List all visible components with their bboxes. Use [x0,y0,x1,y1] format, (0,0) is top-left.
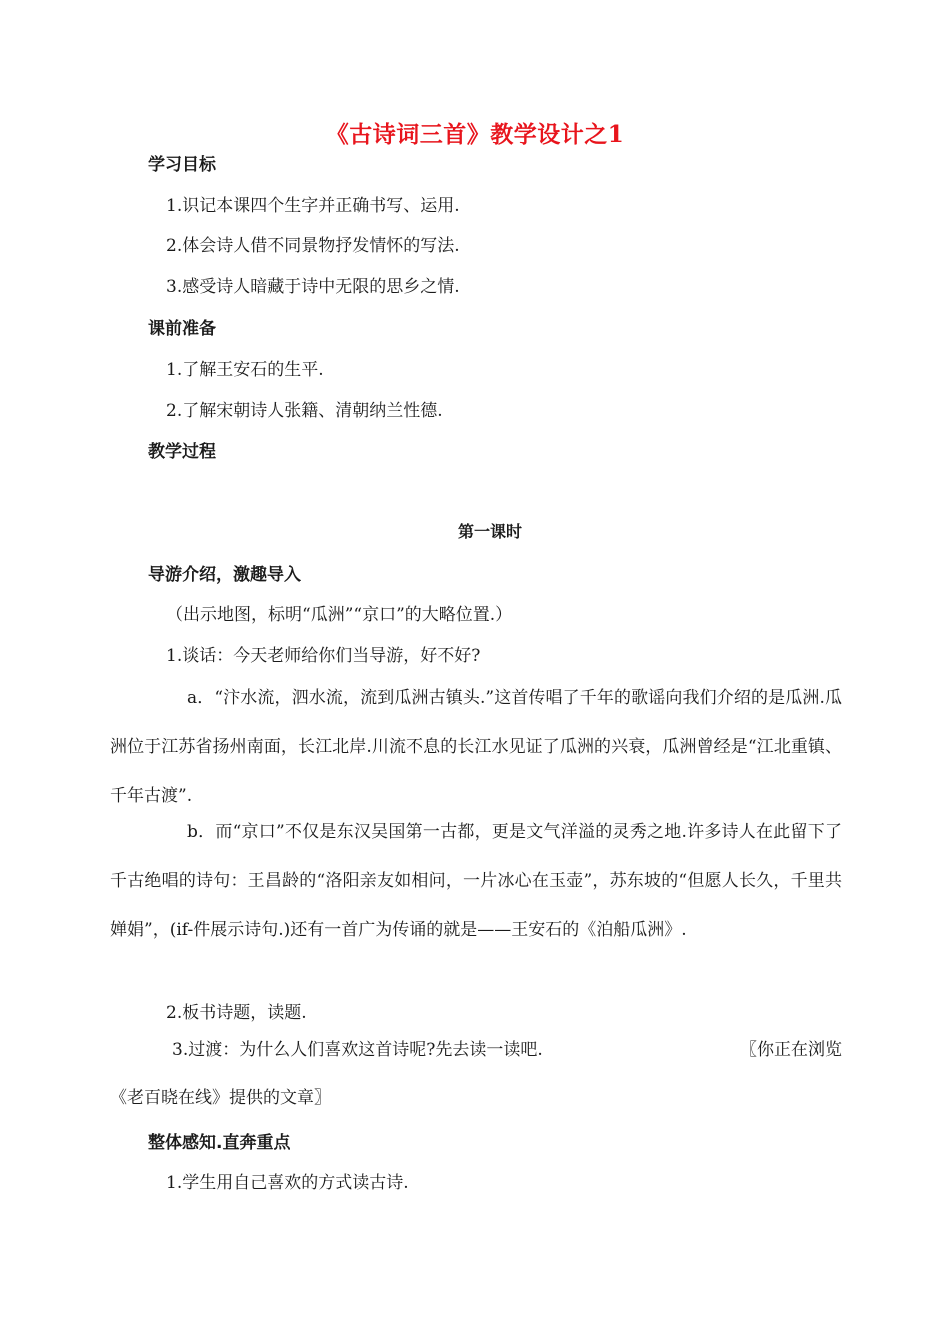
browse-notice-end: 《老百晓在线》提供的文章〗 [110,1088,331,1108]
overall-heading: 整体感知.直奔重点 [148,1133,291,1153]
paragraph-a: a．“汴水流，泗水流，流到瓜洲古镇头.”这首传唱了千年的歌谣向我们介绍的是瓜洲.瓜洲位于江苏省扬州南面，长江北岸.川流不息的长江水见证了瓜洲的兴衰，瓜洲曾经是“江北重镇、千年古渡”. [110,688,842,806]
goals-heading: 学习目标 [148,155,216,175]
prep-heading: 课前准备 [148,319,216,339]
transition-line: 3.过渡：为什么人们喜欢这首诗呢?先去读一读吧. [172,1040,543,1060]
process-heading: 教学过程 [148,442,216,462]
paragraph-b: b．而“京口”不仅是东汉吴国第一古都，更是文气洋溢的灵秀之地.许多诗人在此留下了千古绝唱的诗句：王昌龄的“洛阳亲友如相问，一片冰心在玉壶”，苏东坡的“但愿人长久，千里共婵娟”，(if-件展示诗句.)还有一首广为传诵的就是——王安石的《泊船瓜洲》. [110,822,842,940]
browse-notice-start: 〖你正在浏览 [740,1040,842,1060]
intro-heading: 导游介绍，激趣导入 [148,565,301,585]
transition-block [110,1026,842,1122]
talk-line: 1.谈话：今天老师给你们当导游，好不好? [166,646,481,666]
goal-item-1: 1.识记本课四个生字并正确书写、运用. [166,196,460,216]
goal-item-3: 3.感受诗人暗藏于诗中无限的思乡之情. [166,277,460,297]
prep-item-1: 1.了解王安石的生平. [166,360,324,380]
prep-item-2: 2.了解宋朝诗人张籍、清朝纳兰性德. [166,401,443,421]
goal-item-2: 2.体会诗人借不同景物抒发情怀的写法. [166,236,460,256]
map-note: （出示地图，标明“瓜洲”“京口”的大略位置.） [166,605,513,625]
read-line: 1.学生用自己喜欢的方式读古诗. [166,1173,409,1193]
period-heading: 第一课时 [457,522,522,541]
document-title: 《古诗词三首》教学设计之1 [325,121,625,148]
board-line: 2.板书诗题，读题. [166,1003,307,1023]
